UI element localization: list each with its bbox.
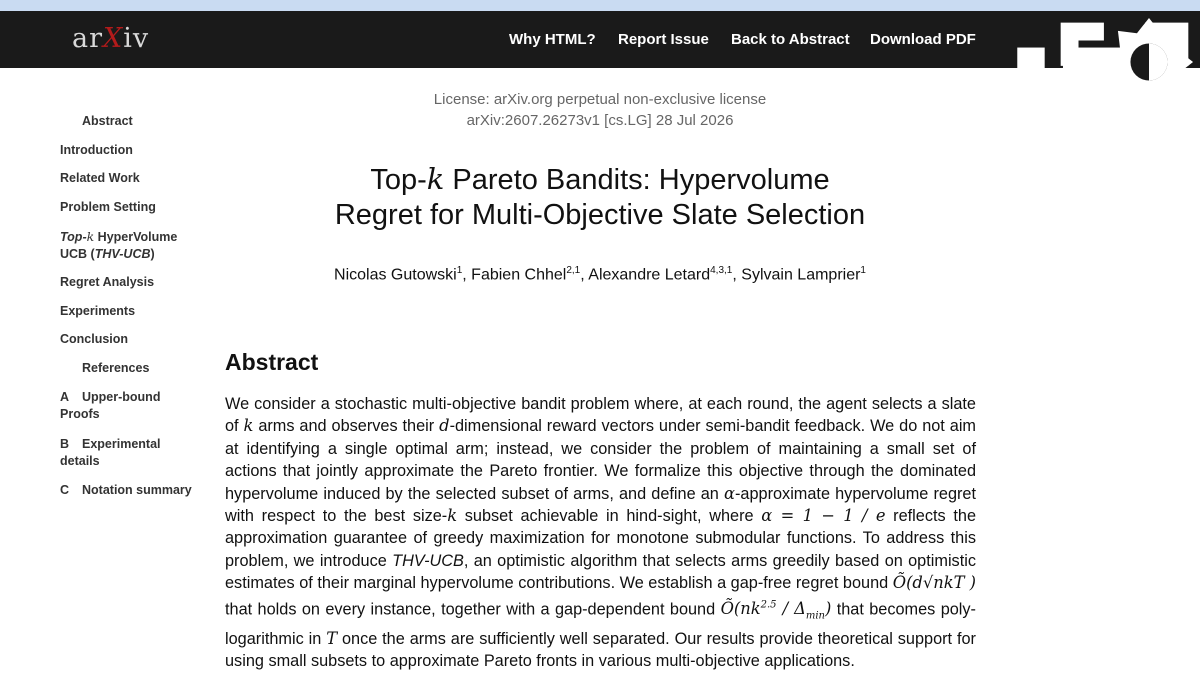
report-issue-link[interactable]: Report Issue	[618, 31, 709, 48]
author-name: Sylvain Lamprier	[741, 266, 861, 284]
toc-item-problem-setting[interactable]	[60, 199, 156, 216]
title-text: Pareto Bandits: Hypervolume	[444, 164, 830, 196]
toc-label: details	[60, 454, 100, 468]
math-alpha: α	[723, 483, 735, 503]
toc-item-appendix-b[interactable]	[60, 436, 200, 470]
toc-label: Experiments	[60, 304, 136, 318]
abstract-text: that holds on every instance, together with a gap-dependent bound	[225, 600, 721, 619]
toc-label: HyperVolume	[94, 230, 178, 244]
math-k: k	[243, 416, 254, 436]
abstract-text: subset achievable in hind-sight, where	[457, 507, 762, 526]
toc-label: UCB (	[60, 247, 95, 261]
abstract-heading: Abstract	[225, 349, 319, 375]
paper-title-line-2: Regret for Multi-Objective Slate Selection	[334, 199, 866, 231]
math-k: k	[447, 506, 458, 526]
author-affiliation[interactable]: 2,1	[566, 265, 581, 276]
toc-label: Abstract	[82, 114, 133, 128]
html-notice-banner	[0, 0, 1200, 11]
abstract-text: We consider a stochastic multi-objective bandit problem where, at each round, the agent selects a slate of	[225, 395, 976, 436]
toc-label: Problem Setting	[60, 200, 156, 214]
toc-label: Related Work	[60, 171, 140, 185]
title-math-k: k	[426, 162, 445, 196]
abstract-text: , an optimistic algorithm that selects arms greedily based on optimistic estimates of their marginal hypervolume contributions. We establish a gap-free regret bound	[225, 551, 976, 593]
abstract-body	[225, 393, 976, 673]
abstract-text: -approximate hypervolume regret with respect to the best size-	[225, 484, 976, 526]
toc-label: Experimental	[82, 437, 161, 451]
math-T: T	[326, 628, 338, 648]
arxiv-identifier: arXiv:2607.26273v1 [cs.LG] 28 Jul 2026	[466, 112, 734, 129]
toc-label-math: k	[86, 229, 95, 244]
math-part: Õ(nk	[720, 599, 761, 619]
top-navigation-bar	[0, 11, 1200, 68]
abstract-text: arms and observes their	[253, 417, 440, 436]
toc-label: Top-	[60, 230, 87, 244]
toc-item-conclusion[interactable]	[60, 331, 128, 348]
download-pdf-link[interactable]: Download PDF	[870, 31, 976, 48]
abstract-text: once the arms are sufficiently well separated. Our results provide theoretical support for using small subsets to approximate Pareto fronts in various multi-objective applications.	[225, 629, 976, 671]
toc-prefix: A	[60, 390, 70, 404]
license-text[interactable]: License: arXiv.org perpetual non-exclusive license	[433, 91, 767, 108]
author-affiliation[interactable]: 4,3,1	[710, 265, 733, 276]
toc-prefix: C	[60, 483, 70, 497]
author-name: Nicolas Gutowski	[334, 266, 457, 284]
author-name: Alexandre Letard	[588, 266, 711, 284]
algorithm-name: THV-UCB	[392, 551, 464, 570]
abstract-text: -dimensional reward vectors under semi-bandit feedback. We do not aim at identifying a single optimal arm; instead, we consider the problem of maintaining a small set of actions that jointly approximate the Pareto frontier. We formalize this objective through the dominated hypervolume induced by the selected subset of arms, and define an	[225, 417, 976, 503]
author-affiliation[interactable]: 1	[860, 265, 866, 276]
math-part: 2.5	[760, 599, 777, 611]
toc-label: Conclusion	[60, 332, 129, 346]
author-list: Nicolas Gutowski$^1$, Fabien Chhel$^{2,1}$, Alexandre Letard$^{4,3,1}$, Sylvain Lamprier$^1$	[334, 265, 866, 284]
abstract-text: reflects the approximation guarantee of greedy maximization for monotone submodular functions. To address this problem, we introduce	[225, 507, 976, 570]
toc-item-abstract[interactable]	[82, 113, 133, 130]
toc-label: Introduction	[60, 143, 133, 157]
toc-item-appendix-c[interactable]	[60, 482, 210, 499]
author-name: Fabien Chhel	[471, 266, 567, 284]
toc-label: Regret Analysis	[60, 275, 155, 289]
math-alpha-definition: α = 1 − 1 / e	[761, 506, 886, 526]
toc-label: THV-UCB	[94, 247, 151, 261]
paper-title-line-1	[300, 161, 900, 198]
toc-label: )	[150, 247, 155, 261]
arxiv-logo[interactable]	[72, 23, 149, 54]
math-gap-free-bound: Õ(d√nkT )	[892, 573, 976, 593]
title-text: Top-	[370, 164, 427, 196]
math-d: d	[439, 416, 450, 436]
math-gap-dependent-bound	[720, 599, 832, 622]
logo-text-iv: iv	[123, 23, 150, 54]
author-affiliation[interactable]: 1	[456, 265, 463, 276]
toc-item-related-work[interactable]	[60, 170, 140, 187]
toc-label: Upper-bound	[82, 390, 161, 404]
toc-label: Notation summary	[82, 483, 192, 497]
back-to-abstract-link[interactable]: Back to Abstract	[731, 31, 850, 48]
toc-item-experiments[interactable]	[60, 303, 135, 320]
toc-label: Proofs	[60, 407, 100, 421]
toc-label: References	[82, 361, 150, 375]
abstract-text: that becomes poly-logarithmic in	[225, 600, 976, 648]
logo-text-x: X	[103, 23, 124, 54]
toc-item-appendix-a[interactable]	[60, 389, 200, 423]
toc-prefix: B	[60, 437, 70, 451]
why-html-link[interactable]: Why HTML?	[509, 31, 596, 48]
math-part: )	[824, 599, 832, 619]
math-part: / Δ	[776, 599, 806, 619]
math-part: min	[805, 610, 825, 622]
theme-toggle-icon[interactable]	[1098, 11, 1200, 113]
toc-item-regret-analysis[interactable]	[60, 274, 154, 291]
toc-item-references[interactable]	[82, 360, 149, 377]
toc-item-introduction[interactable]	[60, 142, 133, 159]
toc-item-thv-ucb[interactable]	[60, 228, 190, 263]
logo-text-ar: ar	[72, 23, 104, 54]
